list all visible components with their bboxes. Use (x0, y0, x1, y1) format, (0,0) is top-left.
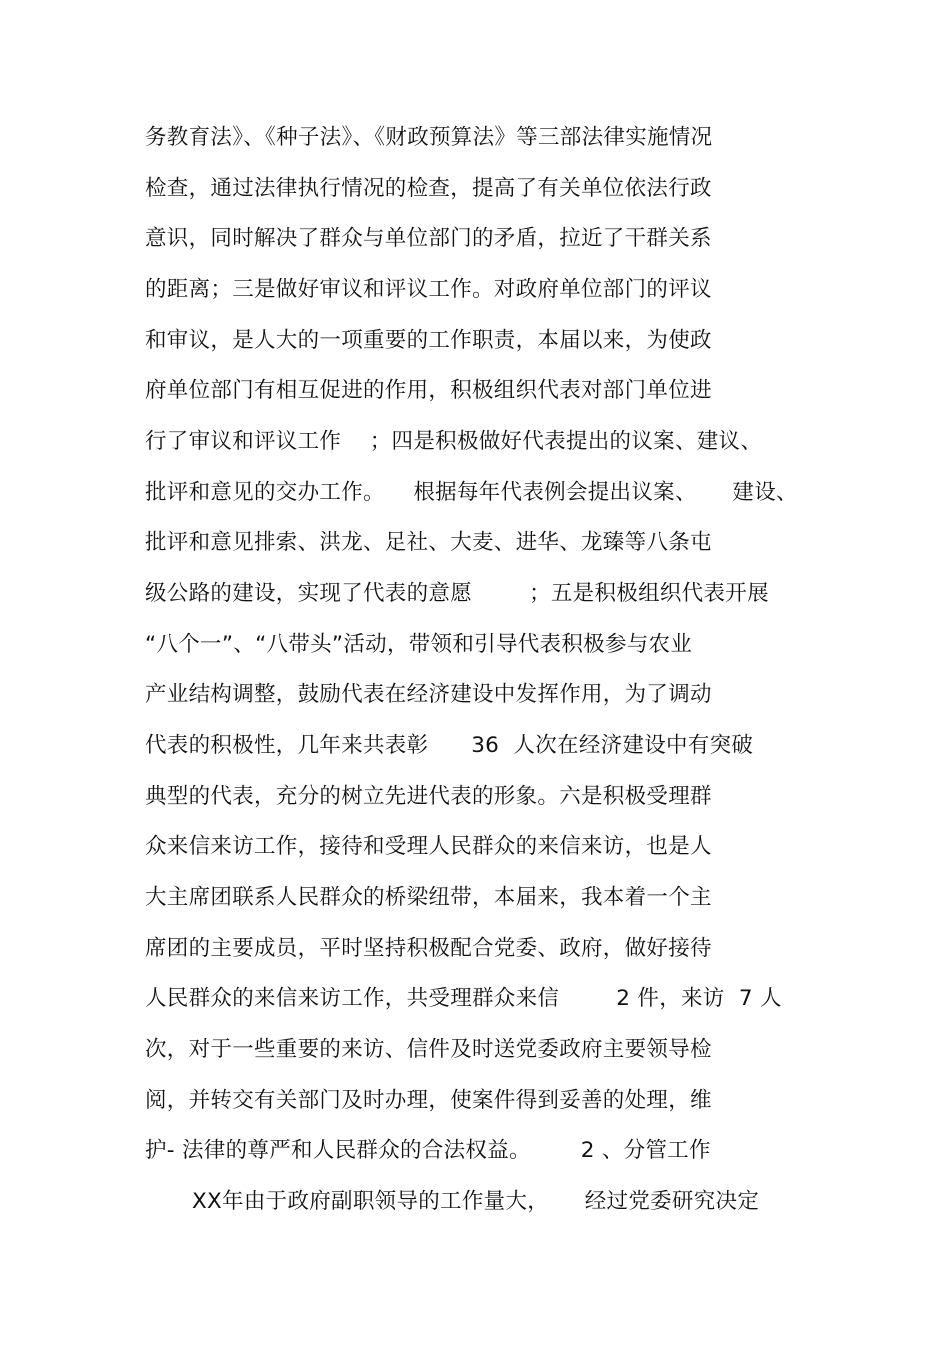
text-line: 次，对于一些重要的来访、信件及时送党委政府主要领导检 (145, 1037, 712, 1062)
text-line: 务教育法》、《种子法》、《财政预算法》等三部法律实施情况 (145, 125, 713, 150)
text-line: 检查，通过法律执行情况的检查，提高了有关单位依法行政 (145, 176, 712, 201)
text-line: 的距离；三是做好审议和评议工作。对政府单位部门的评议 (145, 277, 712, 302)
text-line: 行了审议和评议工作 ；四是积极做好代表提出的议案、建议、 (145, 429, 763, 454)
text-line: 席团的主要成员，平时坚持积极配合党委、政府，做好接待 (145, 936, 712, 961)
text-line: 批评和意见的交办工作。 根据每年代表例会提出议案、 建设、 (145, 480, 798, 505)
text-line: 和审议，是人大的一项重要的工作职责，本届以来，为使政 (145, 328, 712, 353)
text-line: 批评和意见排索、洪龙、足社、大麦、进华、龙臻等八条屯 (145, 530, 712, 555)
text-line: 护- 法律的尊严和人民群众的合法权益。 2 、分管工作 (145, 1138, 711, 1163)
text-line: 大主席团联系人民群众的桥梁纽带，本届来，我本着一个主 (145, 885, 712, 910)
text-line: 代表的积极性，几年来共表彰 36 人次在经济建设中有突破 (145, 733, 754, 758)
text-line: 级公路的建设，实现了代表的意愿 ；五是积极组织代表开展 (145, 581, 769, 606)
paragraph-first-line: XX年由于政府副职领导的工作量大， 经过党委研究决定 (192, 1189, 760, 1214)
text-line: 人民群众的来信来访工作，共受理群众来信 2 件，来访 7 人 (145, 986, 782, 1011)
text-line: 典型的代表，充分的树立先进代表的形象。六是积极受理群 (145, 784, 712, 809)
text-line: “八个一”、“八带头”活动，带领和引导代表积极参与农业 (145, 632, 693, 657)
text-line: 阅，并转交有关部门及时办理，使案件得到妥善的处理，维 (145, 1088, 712, 1113)
text-line: 府单位部门有相互促进的作用，积极组织代表对部门单位进 (145, 378, 712, 403)
text-line: 产业结构调整，鼓励代表在经济建设中发挥作用，为了调动 (145, 682, 712, 707)
text-line: 意识，同时解决了群众与单位部门的矛盾，拉近了干群关系 (145, 226, 712, 251)
text-line: 众来信来访工作，接待和受理人民群众的来信来访，也是人 (145, 834, 712, 859)
